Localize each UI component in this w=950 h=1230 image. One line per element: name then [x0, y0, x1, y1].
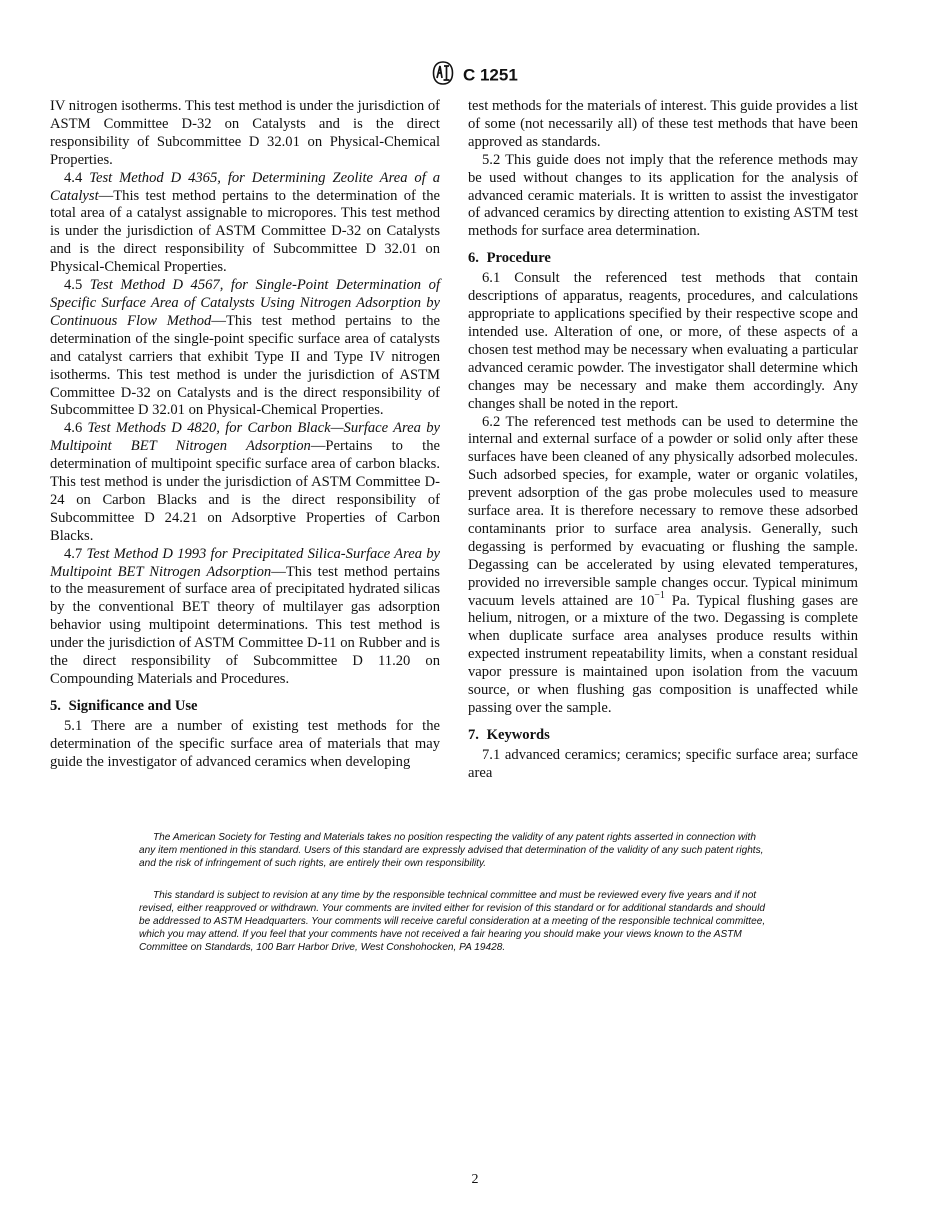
notice-text: This standard is subject to revision at any time by the responsible technical committee and must be reviewed every five years and if not revised, either reapproved or withdrawn. Your comments are invited either for revision of this standard or for additional standards and should be addressed to ASTM Headquarters. Your comments will receive careful consideration at a meeting of the responsible technical committee, which you may attend. If you feel that your comments have not received a fair hearing you should make your views known to the ASTM Committee on Standards, 100 Barr Harbor Drive, West Conshohocken, PA 19428. — [139, 890, 766, 953]
paragraph-text: 6.2 The referenced test methods can be used to determine the internal and external surface of a powder or solid only after these surfaces have been cleaned of any physically adsorbed molecules. Such adsorbed species, for example, water or organic volatiles, prevent adsorption of the gas probe molecules used to measure surface area. It is therefore necessary to remove these adsorbed contaminants prior to surface area analysis. Generally, such degassing is performed by evacuating or flushing the sample. Degassing can be accelerated by using elevated temperatures, provided no irreversible sample changes occur. Typical minimum vacuum levels attained are — [468, 413, 858, 609]
paragraph-body: —This test method pertains to the determination of the single-point specific surface area of catalysts and catalyst carriers that exhibit Type II and Type IV nitrogen isotherms. This test method is under the jurisdiction of ASTM Committee D-32 on Catalysts and is the direct responsibility of Subcommittee D 32.01 on Physical-Chemical Properties. — [50, 312, 440, 419]
paragraph-number: 4.6 — [64, 420, 83, 437]
paragraph-continuation: IV nitrogen isotherms. This test method is under the jurisdiction of ASTM Committee D-32 on Catalysts and is the direct responsibility of Subcommittee D 32.01 on Physical-Chemical Properties. — [50, 98, 440, 168]
left-column — [50, 98, 440, 772]
paragraph-body: —This test method pertains to the measurement of surface area of precipitated hydrated silicas by the conventional BET theory of multilayer gas adsorption behavior using multipoint determinations. This test method is under the jurisdiction of ASTM Committee D-11 on Rubber and is the direct responsibility of Subcommittee D 11.20 on Compounding Materials and Procedures. — [50, 563, 440, 687]
notice-text: The American Society for Testing and Materials takes no position respecting the validity of any patent rights asserted in connection with any item mentioned in this standard. Users of this standard are expressly advised that determination of the validity of any such patent rights, and the risk of infringement of such rights, are entirely their own responsibility. — [139, 832, 764, 869]
paragraph-body: —Pertains to the determination of multipoint specific surface area of carbon blacks. This test method is under the jurisdiction of ASTM Committee D-24 on Carbon Blacks and is the direct responsibility of Subcommittee D 24.21 on Adsorptive Properties of Carbon Blacks. — [50, 438, 440, 544]
section-heading-5 — [50, 697, 440, 715]
paragraph-5-1-continuation: test methods for the materials of interest. This guide provides a list of some (not necessarily all) of these test methods that have been approved as standards. — [468, 98, 858, 150]
standard-number: C 1251 — [462, 65, 518, 85]
section-number: 5. — [50, 697, 61, 714]
astm-logo-icon — [432, 61, 454, 90]
paragraph-4-6 — [50, 420, 440, 545]
method-title: Test Method D 4567, for Single-Point Determination of Specific Surface Area of Catalysts Using Nitrogen Adsorption by Continuous Flow Method — [50, 277, 440, 329]
section-heading-6 — [468, 249, 858, 267]
paragraph-number: 4.4 — [64, 169, 83, 186]
exponent: −1 — [654, 589, 665, 601]
section-number: 7. — [468, 726, 479, 743]
revision-notice — [139, 889, 773, 954]
patent-notice — [139, 831, 773, 870]
right-column — [468, 98, 858, 783]
paragraph-body: —This test method pertains to the determination of the total area of a catalyst assignable to micropores. This test method is under the jurisdiction of ASTM Committee D-32 on Catalysts and is the direct responsibility of Subcommittee D 32.01 on Physical-Chemical Properties. — [50, 187, 440, 276]
paragraph-4-4 — [50, 170, 440, 277]
paragraph-5-1: 5.1 There are a number of existing test methods for the determination of the specific surface area of materials that may guide the investigator of advanced ceramics when developing — [50, 717, 440, 770]
paragraph-4-7 — [50, 546, 440, 689]
paragraph-number: 4.7 — [64, 545, 83, 562]
section-heading-7 — [468, 726, 858, 744]
paragraph-5-2: 5.2 This guide does not imply that the reference methods may be used without changes to its application for the analysis of advanced ceramic materials. It is written to assist the investigator of advanced ceramics by directing attention to existing ASTM test methods for surface area determination. — [468, 151, 858, 240]
page-header — [0, 61, 950, 90]
section-title: Keywords — [486, 726, 550, 743]
paragraph-number: 4.5 — [64, 277, 83, 294]
method-title: Test Method D 1993 for Precipitated Silica-Surface Area by Multipoint BET Nitrogen Adsorption — [50, 545, 440, 580]
section-number: 6. — [468, 250, 479, 267]
paragraph-4-5 — [50, 277, 440, 420]
page-number: 2 — [471, 1172, 479, 1187]
section-title: Procedure — [486, 250, 551, 267]
paragraph-6-2 — [468, 414, 858, 718]
paragraph-7-1: 7.1 advanced ceramics; ceramics; specific surface area; surface area — [468, 746, 858, 781]
paragraph-6-1: 6.1 Consult the referenced test methods that contain descriptions of apparatus, reagents, procedures, and calculations appropriate to applications specified by their respective scope and intended use. Alteration of one, or more, of these aspects of a chosen test method may be necessary when evaluating a particular advanced ceramic powder. The investigator shall determine which changes may be necessary and make them accordingly. Any changes shall be noted in the report. — [468, 270, 858, 412]
paragraph-text: Pa. Typical flushing gases are helium, nitrogen, or a mixture of the two. Degassing is complete when duplicate surface area analyses produce results within expected instrument repeatability limits, when a constant residual vapor pressure is maintained upon isolation from the vacuum source, or when flushing gas composition is unaffected while passing over the sample. — [468, 592, 858, 716]
method-title: Test Methods D 4820, for Carbon Black—Surface Area by Multipoint BET Nitrogen Adsorption — [50, 420, 440, 455]
exponent-base: 10 — [639, 592, 655, 609]
section-title: Significance and Use — [68, 697, 198, 714]
method-title: Test Method D 4365, for Determining Zeolite Area of a Catalyst — [50, 169, 440, 204]
